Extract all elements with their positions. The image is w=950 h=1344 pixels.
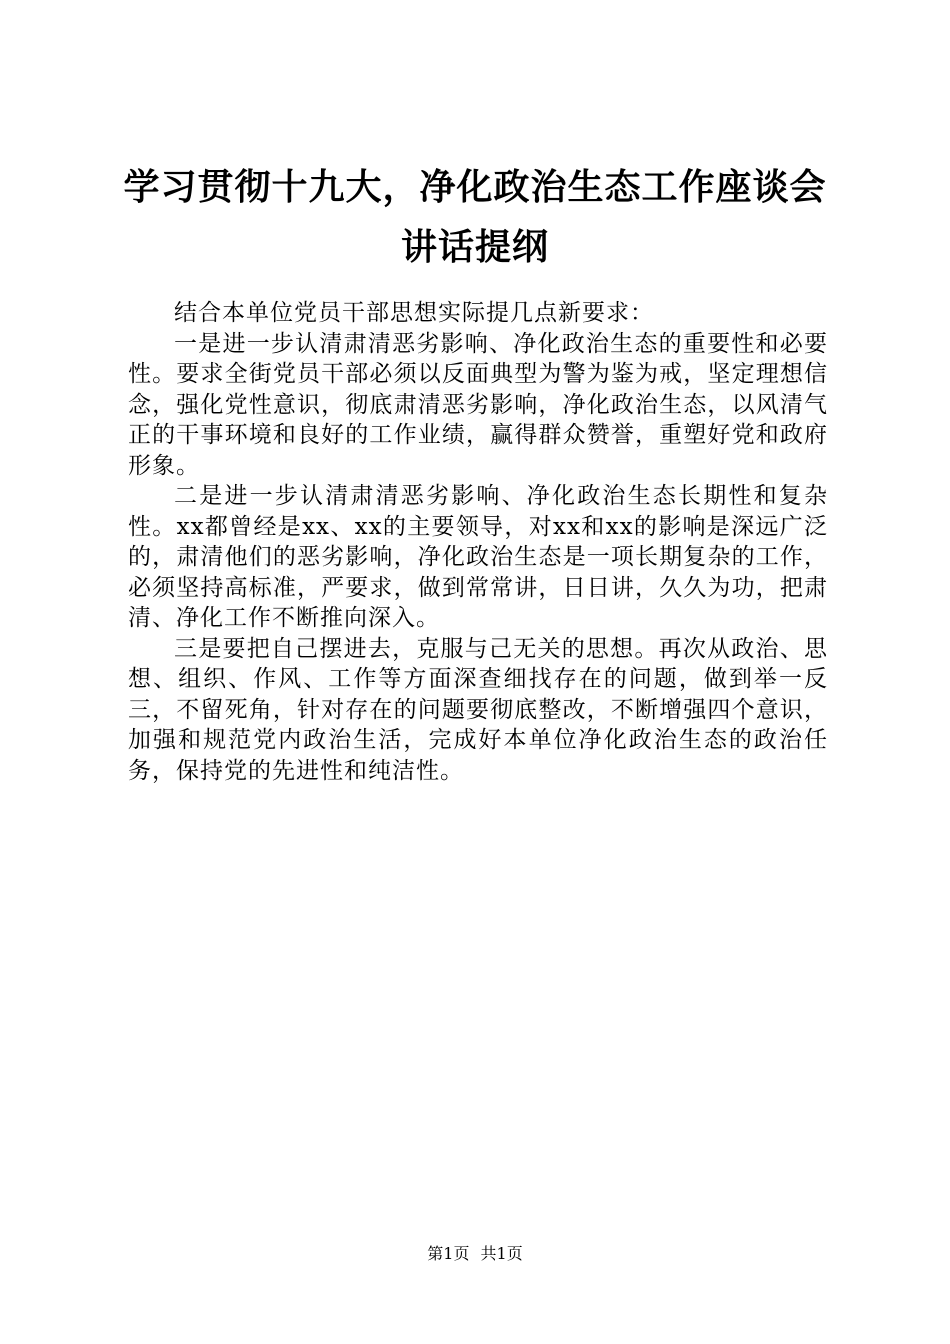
page-number: 第1页 [427, 1244, 470, 1263]
paragraph-point-1: 一是进一步认清肃清恶劣影响、净化政治生态的重要性和必要性。要求全街党员干部必须以反面典型为警为鉴为戒，坚定理想信念，强化党性意识，彻底肃清恶劣影响，净化政治生态，以风清气正的干事环境和良好的工作业绩，赢得群众赞誉，重塑好党和政府形象。 [128, 330, 828, 479]
page-total: 共1页 [480, 1244, 523, 1263]
document-body [128, 298, 828, 786]
page-footer [0, 1242, 950, 1266]
paragraph-intro: 结合本单位党员干部思想实际提几点新要求： [174, 300, 654, 326]
document-title: 学习贯彻十九大，净化政治生态工作座谈会讲话提纲 [123, 167, 827, 268]
paragraph-point-2: 二是进一步认清肃清恶劣影响、净化政治生态长期性和复杂性。xx都曾经是xx、xx的主要领导，对xx和xx的影响是深远广泛的，肃清他们的恶劣影响，净化政治生态是一项长期复杂的工作，必须坚持高标准，严要求，做到常常讲，日日讲，久久为功，把肃清、净化工作不断推向深入。 [128, 483, 828, 631]
paragraph-point-3: 三是要把自己摆进去，克服与己无关的思想。再次从政治、思想、组织、作风、工作等方面深查细找存在的问题，做到举一反三，不留死角，针对存在的问题要彻底整改，不断增强四个意识，加强和规范党内政治生活，完成好本单位净化政治生态的政治任务，保持党的先进性和纯洁性。 [128, 635, 828, 784]
